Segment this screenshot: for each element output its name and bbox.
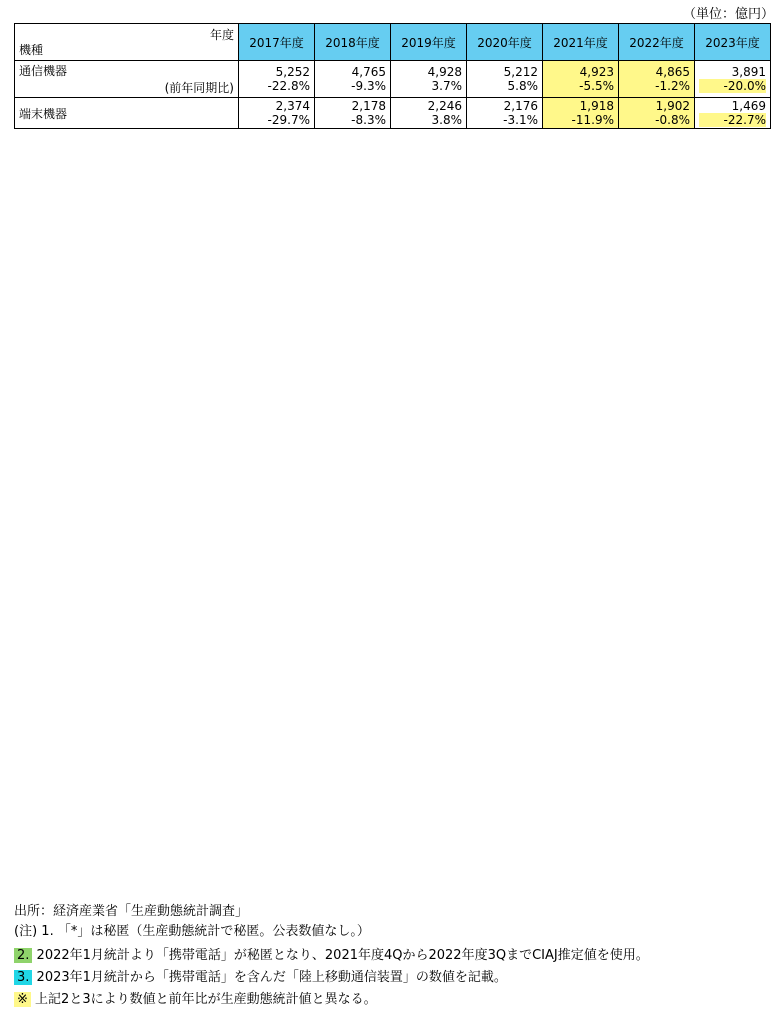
year-header: 2017年度: [239, 24, 315, 61]
value-cell: 1,469 -22.7%: [695, 98, 771, 129]
source-text: 出所：経済産業省「生産動態統計調査」: [14, 904, 249, 919]
year-header: 2019年度: [391, 24, 467, 61]
value-cell: 2,178 -8.3%: [315, 98, 391, 129]
year-header: 2021年度: [543, 24, 619, 61]
row-label: 端末機器: [15, 98, 239, 129]
value-cell: 2,246 3.8%: [391, 98, 467, 129]
value-cell: 4,865 -1.2%: [619, 61, 695, 98]
table-row: [15, 98, 771, 129]
value-cell: 3,891 -20.0%: [695, 61, 771, 98]
value-cell: 2,374 -29.7%: [239, 98, 315, 129]
yoy-label: (前年同期比): [164, 81, 234, 95]
row-label: 通信機器 (前年同期比): [15, 61, 239, 98]
note-3: 3. 2023年1月統計から「携帯電話」を含んだ「陸上移動通信装置」の数値を記載。: [14, 966, 507, 985]
header-row: [15, 24, 771, 61]
year-header: 2023年度: [695, 24, 771, 61]
unit-label: （単位：億円）: [682, 7, 774, 22]
value-cell: 1,918 -11.9%: [543, 98, 619, 129]
note-4: ※ 上記2と3により数値と前年比が生産動態統計値と異なる。: [14, 988, 377, 1007]
table-row: [15, 61, 771, 98]
year-header: 2022年度: [619, 24, 695, 61]
year-header: 2018年度: [315, 24, 391, 61]
note-2: 2. 2022年1月統計より「携帯電話」が秘匿となり、2021年度4Qから2022年度3QまでCIAJ推定値を使用。: [14, 944, 649, 963]
production-table: [14, 23, 771, 129]
note-1: (注) 1. 「*」は秘匿（生産動態統計で秘匿。公表数値なし。）: [14, 924, 370, 939]
value-cell: 4,765 -9.3%: [315, 61, 391, 98]
header-corner: [15, 24, 239, 61]
year-header: 2020年度: [467, 24, 543, 61]
value-cell: 1,902 -0.8%: [619, 98, 695, 129]
header-year-label: 年度: [209, 28, 234, 42]
value-cell: 4,928 3.7%: [391, 61, 467, 98]
value-cell: 4,923 -5.5%: [543, 61, 619, 98]
value-cell: 5,212 5.8%: [467, 61, 543, 98]
value-cell: 2,176 -3.1%: [467, 98, 543, 129]
header-type-label: 機種: [19, 43, 44, 57]
value-cell: 5,252 -22.8%: [239, 61, 315, 98]
